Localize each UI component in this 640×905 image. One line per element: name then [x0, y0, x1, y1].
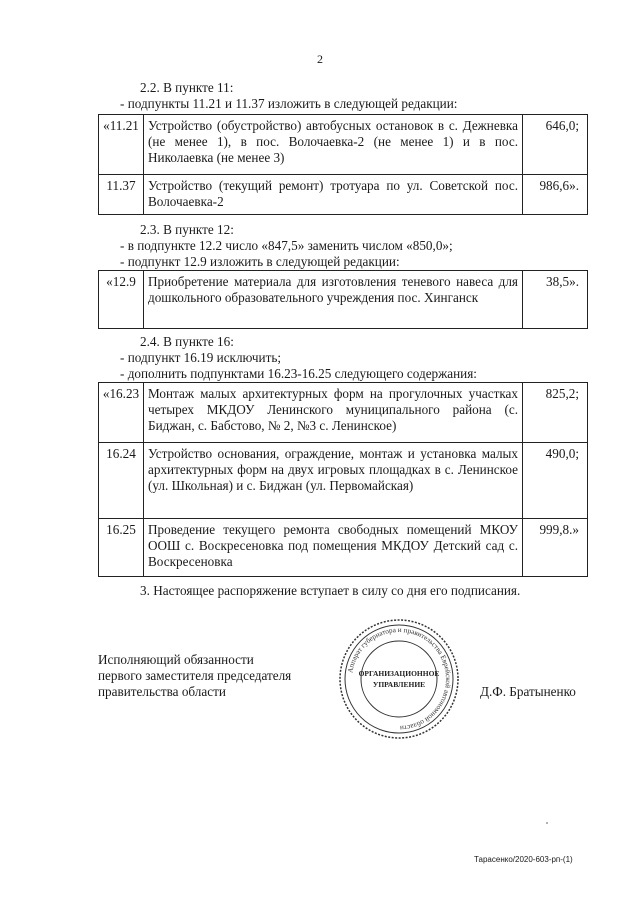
footer-code: Тарасенко/2020-603-рп-(1) — [474, 855, 573, 864]
row-text: Проведение текущего ремонта свободных помещений МКОУ ООШ с. Воскресеновка под помещения МКДОУ Детский сад с. Воскресеновка — [144, 519, 523, 577]
section-2-4-heading: 2.4. В пункте 16: — [140, 334, 234, 349]
table-row — [99, 175, 588, 215]
section-2-3-line1: - в подпункте 12.2 число «847,5» заменить числом «850,0»; — [120, 238, 453, 253]
section-2-2-heading: 2.2. В пункте 11: — [140, 80, 234, 95]
table-2-4 — [98, 382, 588, 577]
section-2-3-heading: 2.3. В пункте 12: — [140, 222, 234, 237]
page-number: 2 — [317, 52, 323, 66]
row-text: Устройство (обустройство) автобусных остановок в с. Дежневка (не менее 1), в пос. Волочаевка-2 (не менее 1) и в пос. Николаевка (не менее 3) — [144, 115, 523, 175]
section-2-4-line1: - подпункт 16.19 исключить; — [120, 350, 282, 365]
table-row — [99, 443, 588, 519]
row-value: 999,8.» — [523, 519, 588, 577]
table-row — [99, 383, 588, 443]
row-number: «16.23 — [99, 383, 144, 443]
row-number: 16.24 — [99, 443, 144, 519]
row-number: 16.25 — [99, 519, 144, 577]
clause-3: 3. Настоящее распоряжение вступает в силу со дня его подписания. — [140, 583, 521, 598]
table-2-3 — [98, 270, 588, 329]
table-row — [99, 271, 588, 329]
section-2-4-line2: - дополнить подпунктами 16.23-16.25 следующего содержания: — [120, 366, 477, 381]
seal-ring-text: Аппарат губернатора и правительства Еврейской автономной области — [346, 625, 453, 733]
seal-center-line1: ОРГАНИЗАЦИОННОЕ — [358, 669, 440, 678]
row-number: «12.9 — [99, 271, 144, 329]
seal-center-line2: УПРАВЛЕНИЕ — [372, 680, 426, 689]
row-value: 38,5». — [523, 271, 588, 329]
table-row — [99, 115, 588, 175]
row-value: 646,0; — [523, 115, 588, 175]
row-text: Монтаж малых архитектурных форм на прогулочных участках четырех МКДОУ Ленинского муниципального района (с. Биджан, с. Бабстово, № 2, №3 с. Ленинское) — [144, 383, 523, 443]
table-2-2 — [98, 114, 588, 215]
row-number: 11.37 — [99, 175, 144, 215]
seal-stamp — [334, 614, 464, 744]
row-value: 490,0; — [523, 443, 588, 519]
row-number: «11.21 — [99, 115, 144, 175]
scan-mark — [546, 822, 548, 824]
position-line: правительства области — [98, 684, 226, 699]
position-line: первого заместителя председателя — [98, 668, 292, 683]
row-text: Устройство (текущий ремонт) тротуара по ул. Советской пос. Волочаевка-2 — [144, 175, 523, 215]
row-text: Приобретение материала для изготовления теневого навеса для дошкольного образовательного учреждения пос. Хинганск — [144, 271, 523, 329]
position-line: Исполняющий обязанности — [98, 652, 254, 667]
signatory-position — [98, 652, 291, 700]
row-value: 986,6». — [523, 175, 588, 215]
signatory-name: Д.Ф. Братыненко — [480, 684, 576, 699]
section-2-2-instruction: - подпункты 11.21 и 11.37 изложить в следующей редакции: — [120, 96, 458, 111]
row-value: 825,2; — [523, 383, 588, 443]
table-row — [99, 519, 588, 577]
section-2-3-line2: - подпункт 12.9 изложить в следующей редакции: — [120, 254, 400, 269]
row-text: Устройство основания, ограждение, монтаж и установка малых архитектурных форм на двух игровых площадках в с. Ленинское (ул. Школьная) и с. Биджан (ул. Первомайская) — [144, 443, 523, 519]
